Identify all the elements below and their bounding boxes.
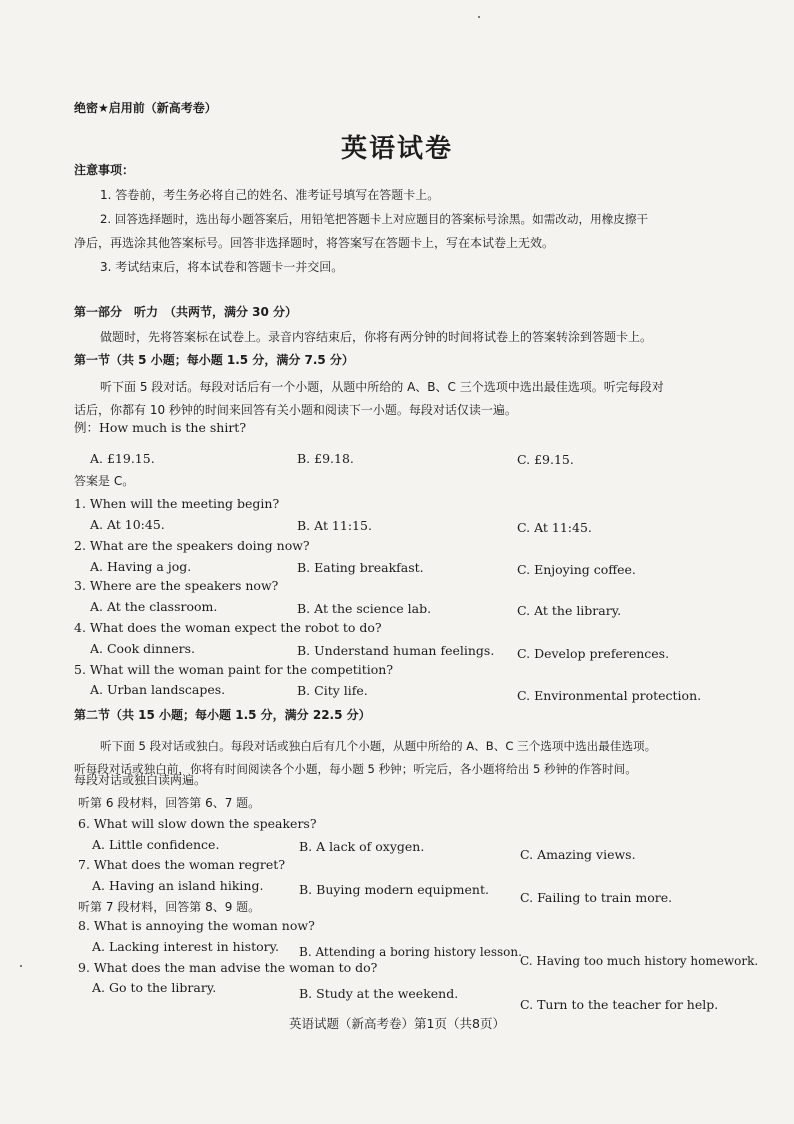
example-answer: 答案是 C。: [74, 474, 135, 488]
question-8-stem: 8. What is annoying the woman now?: [78, 918, 315, 933]
section2-heading: 第二节（共 15 小题；每小题 1.5 分，满分 22.5 分）: [74, 708, 371, 722]
section2-intro-c: 每段对话或独白读两遍。: [74, 773, 207, 787]
notes-item-2b: 净后，再选涂其他答案标号。回答非选择题时，将答案写在答题卡上，写在本试卷上无效。: [74, 236, 555, 250]
question-3-stem: 3. Where are the speakers now?: [74, 578, 279, 593]
question-3-option-a: A. At the classroom.: [90, 599, 218, 614]
question-7-stem: 7. What does the woman regret?: [78, 857, 286, 872]
question-4-option-c: C. Develop preferences.: [517, 646, 670, 661]
question-1-option-b: B. At 11:15.: [297, 518, 372, 533]
question-9-option-b: B. Study at the weekend.: [299, 986, 459, 1001]
page-footer: 英语试题（新高考卷）第1页（共8页）: [289, 1016, 505, 1031]
part1-intro: 做题时，先将答案标在试卷上。录音内容结束后，你将有两分钟的时间将试卷上的答案转涂到答题卡上。: [100, 330, 653, 344]
notes-heading: 注意事项：: [74, 163, 135, 177]
question-5-stem: 5. What will the woman paint for the competition?: [74, 662, 394, 677]
section1-heading: 第一节（共 5 小题；每小题 1.5 分，满分 7.5 分）: [74, 353, 354, 367]
page-title: 英语试卷: [340, 134, 453, 164]
question-1-option-c: C. At 11:45.: [517, 520, 592, 535]
question-1-stem: 1. When will the meeting begin?: [74, 496, 280, 511]
question-8-option-c: C. Having too much history homework.: [520, 954, 759, 968]
question-1-option-a: A. At 10:45.: [90, 517, 165, 532]
material-6-label: 听第 6 段材料，回答第 6、7 题。: [78, 796, 261, 810]
question-6-option-a: A. Little confidence.: [92, 837, 220, 852]
question-6-option-b: B. A lack of oxygen.: [299, 839, 425, 854]
part1-heading: 第一部分 听力 （共两节，满分 30 分）: [74, 305, 298, 319]
question-4-option-a: A. Cook dinners.: [90, 641, 195, 656]
section1-intro-b: 话后，你都有 10 秒钟的时间来回答有关小题和阅读下一小题。每段对话仅读一遍。: [74, 403, 517, 417]
question-7-option-b: B. Buying modern equipment.: [299, 882, 489, 897]
material-7-label: 听第 7 段材料，回答第 8、9 题。: [78, 900, 261, 914]
question-6-stem: 6. What will slow down the speakers?: [78, 816, 317, 831]
question-3-option-b: B. At the science lab.: [297, 601, 432, 616]
question-9-option-c: C. Turn to the teacher for help.: [520, 997, 719, 1012]
example-option-a: A. £19.15.: [90, 451, 155, 466]
scan-speck: [478, 16, 480, 18]
scan-speck: [20, 965, 22, 967]
question-4-stem: 4. What does the woman expect the robot to do?: [74, 620, 382, 635]
section1-intro-a: 听下面 5 段对话。每段对话后有一个小题，从题中所给的 A、B、C 三个选项中选出最佳选项。听完每段对: [100, 380, 664, 394]
question-8-option-b: B. Attending a boring history lesson.: [299, 945, 522, 959]
question-7-option-c: C. Failing to train more.: [520, 890, 673, 905]
question-8-option-a: A. Lacking interest in history.: [92, 939, 279, 954]
notes-item-3: 3. 考试结束后，将本试卷和答题卡一并交回。: [100, 260, 344, 274]
section2-intro-b: 听每段对话或独白前，你将有时间阅读各个小题，每小题 5 秒钟；听完后，各小题将给出 5 秒钟的作答时间。: [74, 762, 637, 776]
question-4-option-b: B. Understand human feelings.: [297, 643, 495, 658]
question-5-option-a: A. Urban landscapes.: [90, 682, 226, 697]
example-question: 例：How much is the shirt?: [74, 420, 247, 435]
notes-item-2a: 2. 回答选择题时，选出每小题答案后，用铅笔把答题卡上对应题目的答案标号涂黑。如需改动，用橡皮擦干: [100, 212, 649, 226]
question-5-option-b: B. City life.: [297, 683, 368, 698]
confidential-label: 绝密★启用前（新高考卷）: [74, 101, 217, 115]
question-9-option-a: A. Go to the library.: [92, 980, 217, 995]
question-2-option-a: A. Having a jog.: [90, 559, 192, 574]
question-6-option-c: C. Amazing views.: [520, 847, 636, 862]
notes-item-1: 1. 答卷前，考生务必将自己的姓名、准考证号填写在答题卡上。: [100, 188, 440, 202]
question-3-option-c: C. At the library.: [517, 603, 622, 618]
question-9-stem: 9. What does the man advise the woman to do?: [78, 960, 378, 975]
section2-intro-a: 听下面 5 段对话或独白。每段对话或独白后有几个小题，从题中所给的 A、B、C 三个选项中选出最佳选项。: [100, 739, 657, 753]
question-7-option-a: A. Having an island hiking.: [92, 878, 264, 893]
question-5-option-c: C. Environmental protection.: [517, 688, 702, 703]
example-option-c: C. £9.15.: [517, 452, 574, 467]
example-option-b: B. £9.18.: [297, 451, 354, 466]
question-2-option-c: C. Enjoying coffee.: [517, 562, 636, 577]
question-2-option-b: B. Eating breakfast.: [297, 560, 424, 575]
question-2-stem: 2. What are the speakers doing now?: [74, 538, 310, 553]
